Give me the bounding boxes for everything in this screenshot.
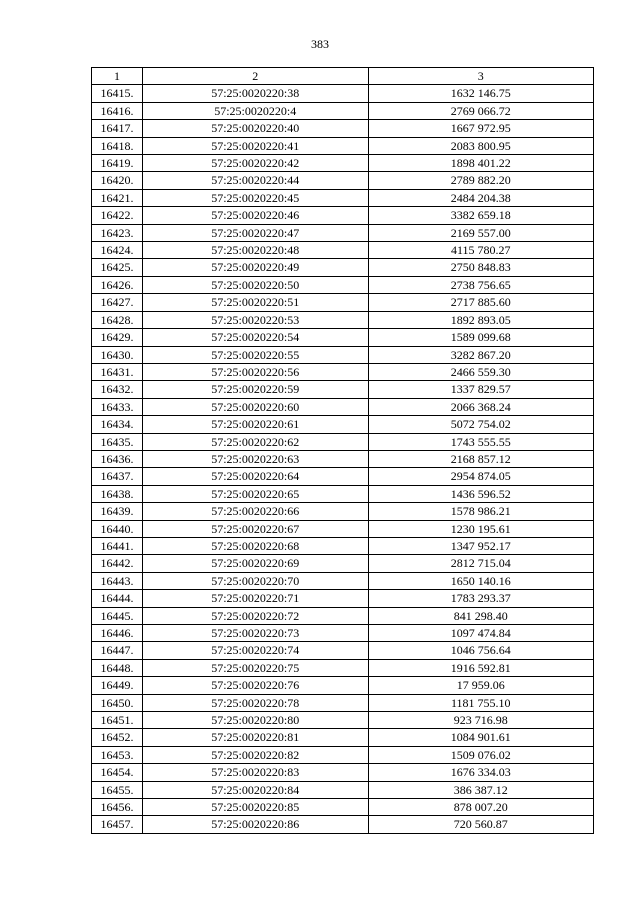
row-number-cell: 16444. xyxy=(92,590,143,607)
data-table xyxy=(91,67,594,834)
row-number-cell: 16437. xyxy=(92,468,143,485)
value-cell: 841 298.40 xyxy=(368,607,594,624)
cadastral-number-cell: 57:25:0020220:74 xyxy=(142,642,368,659)
table-row xyxy=(92,311,594,328)
value-cell: 1589 099.68 xyxy=(368,329,594,346)
cadastral-number-cell: 57:25:0020220:38 xyxy=(142,85,368,102)
value-cell: 2169 557.00 xyxy=(368,224,594,241)
row-number-cell: 16442. xyxy=(92,555,143,572)
value-cell: 1230 195.61 xyxy=(368,520,594,537)
row-number-cell: 16454. xyxy=(92,764,143,781)
cadastral-number-cell: 57:25:0020220:42 xyxy=(142,155,368,172)
cadastral-number-cell: 57:25:0020220:41 xyxy=(142,137,368,154)
cadastral-number-cell: 57:25:0020220:83 xyxy=(142,764,368,781)
row-number-cell: 16453. xyxy=(92,746,143,763)
row-number-cell: 16416. xyxy=(92,102,143,119)
row-number-cell: 16448. xyxy=(92,659,143,676)
cadastral-number-cell: 57:25:0020220:85 xyxy=(142,799,368,816)
table-row xyxy=(92,520,594,537)
value-cell: 1436 596.52 xyxy=(368,485,594,502)
row-number-cell: 16431. xyxy=(92,363,143,380)
row-number-cell: 16424. xyxy=(92,242,143,259)
row-number-cell: 16421. xyxy=(92,189,143,206)
cadastral-number-cell: 57:25:0020220:48 xyxy=(142,242,368,259)
value-cell: 1916 592.81 xyxy=(368,659,594,676)
table-row xyxy=(92,137,594,154)
value-cell: 878 007.20 xyxy=(368,799,594,816)
table-row xyxy=(92,607,594,624)
table-row xyxy=(92,189,594,206)
cadastral-number-cell: 57:25:0020220:75 xyxy=(142,659,368,676)
row-number-cell: 16415. xyxy=(92,85,143,102)
cadastral-number-cell: 57:25:0020220:49 xyxy=(142,259,368,276)
table-row xyxy=(92,746,594,763)
row-number-cell: 16435. xyxy=(92,433,143,450)
value-cell: 2769 066.72 xyxy=(368,102,594,119)
cadastral-number-cell: 57:25:0020220:64 xyxy=(142,468,368,485)
cadastral-number-cell: 57:25:0020220:70 xyxy=(142,572,368,589)
table-row xyxy=(92,816,594,833)
table-row xyxy=(92,224,594,241)
row-number-cell: 16456. xyxy=(92,799,143,816)
table-row xyxy=(92,120,594,137)
cadastral-number-cell: 57:25:0020220:80 xyxy=(142,712,368,729)
value-cell: 1509 076.02 xyxy=(368,746,594,763)
row-number-cell: 16423. xyxy=(92,224,143,241)
value-cell: 2954 874.05 xyxy=(368,468,594,485)
value-cell: 923 716.98 xyxy=(368,712,594,729)
value-cell: 1632 146.75 xyxy=(368,85,594,102)
value-cell: 17 959.06 xyxy=(368,677,594,694)
table-row xyxy=(92,259,594,276)
table-row xyxy=(92,677,594,694)
cadastral-number-cell: 57:25:0020220:59 xyxy=(142,381,368,398)
value-cell: 2168 857.12 xyxy=(368,450,594,467)
cadastral-number-cell: 57:25:0020220:45 xyxy=(142,189,368,206)
value-cell: 1898 401.22 xyxy=(368,155,594,172)
row-number-cell: 16446. xyxy=(92,625,143,642)
value-cell: 1046 756.64 xyxy=(368,642,594,659)
cadastral-number-cell: 57:25:0020220:76 xyxy=(142,677,368,694)
table-row xyxy=(92,381,594,398)
value-cell: 1743 555.55 xyxy=(368,433,594,450)
table-row xyxy=(92,329,594,346)
cadastral-number-cell: 57:25:0020220:66 xyxy=(142,503,368,520)
column-header: 3 xyxy=(368,68,594,85)
cadastral-number-cell: 57:25:0020220:71 xyxy=(142,590,368,607)
table-row xyxy=(92,712,594,729)
table-row xyxy=(92,468,594,485)
value-cell: 1892 893.05 xyxy=(368,311,594,328)
table-body xyxy=(92,85,594,833)
cadastral-number-cell: 57:25:0020220:60 xyxy=(142,398,368,415)
value-cell: 2750 848.83 xyxy=(368,259,594,276)
value-cell: 1181 755.10 xyxy=(368,694,594,711)
cadastral-number-cell: 57:25:0020220:81 xyxy=(142,729,368,746)
table-header-row xyxy=(92,68,594,85)
row-number-cell: 16439. xyxy=(92,503,143,520)
table-row xyxy=(92,172,594,189)
value-cell: 1676 334.03 xyxy=(368,764,594,781)
row-number-cell: 16438. xyxy=(92,485,143,502)
cadastral-number-cell: 57:25:0020220:65 xyxy=(142,485,368,502)
table-row xyxy=(92,625,594,642)
table-row xyxy=(92,207,594,224)
table-row xyxy=(92,503,594,520)
table-row xyxy=(92,642,594,659)
cadastral-number-cell: 57:25:0020220:51 xyxy=(142,294,368,311)
value-cell: 2083 800.95 xyxy=(368,137,594,154)
table-row xyxy=(92,276,594,293)
page-number: 383 xyxy=(311,37,329,51)
cadastral-number-cell: 57:25:0020220:82 xyxy=(142,746,368,763)
value-cell: 1347 952.17 xyxy=(368,537,594,554)
row-number-cell: 16428. xyxy=(92,311,143,328)
row-number-cell: 16422. xyxy=(92,207,143,224)
value-cell: 1578 986.21 xyxy=(368,503,594,520)
value-cell: 2812 715.04 xyxy=(368,555,594,572)
table-row xyxy=(92,781,594,798)
cadastral-number-cell: 57:25:0020220:67 xyxy=(142,520,368,537)
cadastral-number-cell: 57:25:0020220:56 xyxy=(142,363,368,380)
value-cell: 1667 972.95 xyxy=(368,120,594,137)
row-number-cell: 16432. xyxy=(92,381,143,398)
cadastral-number-cell: 57:25:0020220:53 xyxy=(142,311,368,328)
value-cell: 3282 867.20 xyxy=(368,346,594,363)
cadastral-number-cell: 57:25:0020220:61 xyxy=(142,416,368,433)
cadastral-number-cell: 57:25:0020220:50 xyxy=(142,276,368,293)
row-number-cell: 16425. xyxy=(92,259,143,276)
value-cell: 2789 882.20 xyxy=(368,172,594,189)
value-cell: 2738 756.65 xyxy=(368,276,594,293)
cadastral-number-cell: 57:25:0020220:86 xyxy=(142,816,368,833)
cadastral-number-cell: 57:25:0020220:72 xyxy=(142,607,368,624)
table-row xyxy=(92,572,594,589)
row-number-cell: 16452. xyxy=(92,729,143,746)
value-cell: 2066 368.24 xyxy=(368,398,594,415)
table-row xyxy=(92,590,594,607)
table-row xyxy=(92,155,594,172)
value-cell: 3382 659.18 xyxy=(368,207,594,224)
cadastral-number-cell: 57:25:0020220:62 xyxy=(142,433,368,450)
cadastral-number-cell: 57:25:0020220:69 xyxy=(142,555,368,572)
row-number-cell: 16455. xyxy=(92,781,143,798)
row-number-cell: 16434. xyxy=(92,416,143,433)
table-row xyxy=(92,398,594,415)
cadastral-number-cell: 57:25:0020220:78 xyxy=(142,694,368,711)
table-row xyxy=(92,346,594,363)
table-row xyxy=(92,694,594,711)
table-row xyxy=(92,729,594,746)
row-number-cell: 16417. xyxy=(92,120,143,137)
row-number-cell: 16436. xyxy=(92,450,143,467)
table-row xyxy=(92,659,594,676)
table-row xyxy=(92,764,594,781)
row-number-cell: 16447. xyxy=(92,642,143,659)
row-number-cell: 16443. xyxy=(92,572,143,589)
table-row xyxy=(92,433,594,450)
cadastral-number-cell: 57:25:0020220:63 xyxy=(142,450,368,467)
table-row xyxy=(92,799,594,816)
row-number-cell: 16441. xyxy=(92,537,143,554)
value-cell: 720 560.87 xyxy=(368,816,594,833)
value-cell: 2717 885.60 xyxy=(368,294,594,311)
row-number-cell: 16430. xyxy=(92,346,143,363)
row-number-cell: 16450. xyxy=(92,694,143,711)
value-cell: 2484 204.38 xyxy=(368,189,594,206)
table-row xyxy=(92,102,594,119)
row-number-cell: 16433. xyxy=(92,398,143,415)
cadastral-number-cell: 57:25:0020220:40 xyxy=(142,120,368,137)
value-cell: 1783 293.37 xyxy=(368,590,594,607)
cadastral-number-cell: 57:25:0020220:55 xyxy=(142,346,368,363)
value-cell: 386 387.12 xyxy=(368,781,594,798)
cadastral-number-cell: 57:25:0020220:46 xyxy=(142,207,368,224)
table-row xyxy=(92,450,594,467)
value-cell: 5072 754.02 xyxy=(368,416,594,433)
cadastral-number-cell: 57:25:0020220:44 xyxy=(142,172,368,189)
cadastral-number-cell: 57:25:0020220:54 xyxy=(142,329,368,346)
value-cell: 1337 829.57 xyxy=(368,381,594,398)
row-number-cell: 16429. xyxy=(92,329,143,346)
row-number-cell: 16418. xyxy=(92,137,143,154)
value-cell: 4115 780.27 xyxy=(368,242,594,259)
cadastral-number-cell: 57:25:0020220:84 xyxy=(142,781,368,798)
table-row xyxy=(92,363,594,380)
cadastral-number-cell: 57:25:0020220:47 xyxy=(142,224,368,241)
table-row xyxy=(92,416,594,433)
value-cell: 1084 901.61 xyxy=(368,729,594,746)
row-number-cell: 16419. xyxy=(92,155,143,172)
table-row xyxy=(92,294,594,311)
table-row xyxy=(92,242,594,259)
row-number-cell: 16449. xyxy=(92,677,143,694)
row-number-cell: 16426. xyxy=(92,276,143,293)
cadastral-number-cell: 57:25:0020220:73 xyxy=(142,625,368,642)
row-number-cell: 16451. xyxy=(92,712,143,729)
cadastral-number-cell: 57:25:0020220:4 xyxy=(142,102,368,119)
table-row xyxy=(92,555,594,572)
row-number-cell: 16445. xyxy=(92,607,143,624)
row-number-cell: 16457. xyxy=(92,816,143,833)
row-number-cell: 16427. xyxy=(92,294,143,311)
table-row xyxy=(92,485,594,502)
table-row xyxy=(92,537,594,554)
table-row xyxy=(92,85,594,102)
value-cell: 2466 559.30 xyxy=(368,363,594,380)
value-cell: 1097 474.84 xyxy=(368,625,594,642)
column-header: 2 xyxy=(142,68,368,85)
column-header: 1 xyxy=(92,68,143,85)
cadastral-number-cell: 57:25:0020220:68 xyxy=(142,537,368,554)
row-number-cell: 16440. xyxy=(92,520,143,537)
value-cell: 1650 140.16 xyxy=(368,572,594,589)
row-number-cell: 16420. xyxy=(92,172,143,189)
